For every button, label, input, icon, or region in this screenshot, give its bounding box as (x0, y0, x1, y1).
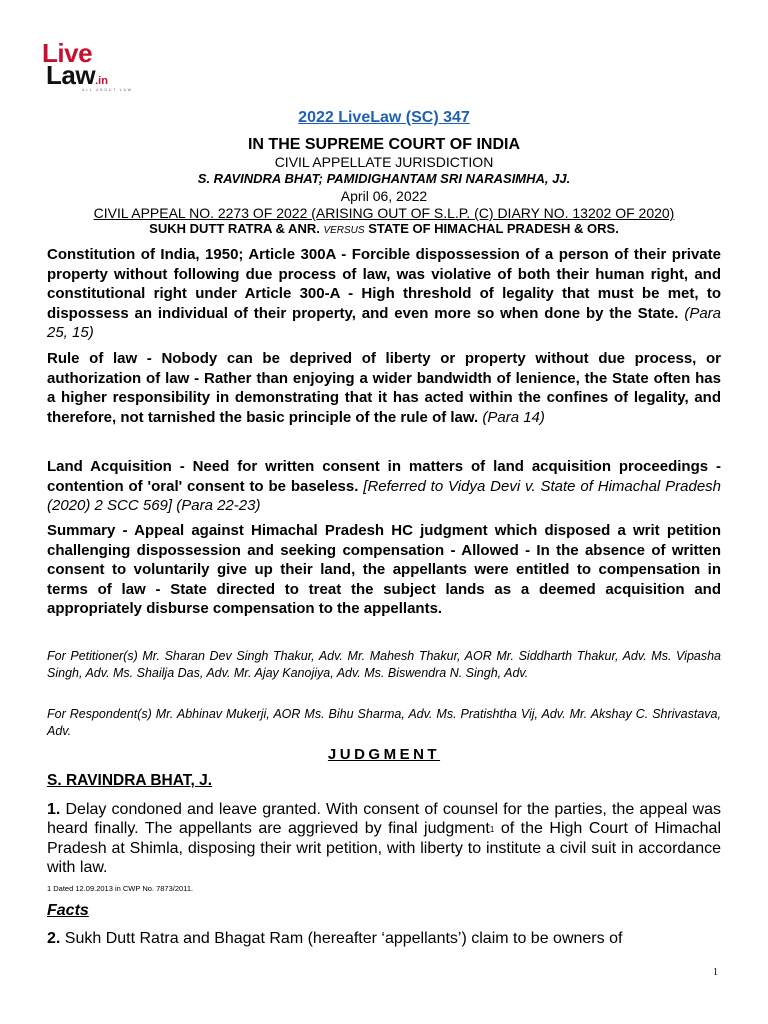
logo-line1: Live (42, 38, 93, 68)
paragraph-number: 1. (47, 801, 61, 818)
paragraph-number: 2. (47, 930, 61, 947)
headnote-1 (47, 245, 721, 343)
paragraph-2 (47, 929, 721, 948)
case-parties (0, 221, 768, 236)
headnote-ref: (Para 25, 15) (47, 304, 722, 341)
paragraph-text: Sukh Dutt Ratra and Bhagat Ram (hereafter ‘appellants’) claim to be owners of (64, 930, 623, 947)
headnote-2 (47, 349, 721, 427)
appellant-party: SUKH DUTT RATRA & ANR. (149, 221, 320, 236)
citation-link[interactable]: 2022 LiveLaw (SC) 347 (298, 109, 470, 126)
versus-label: VERSUS (323, 225, 365, 236)
footnote-marker[interactable]: 1 (489, 825, 495, 834)
judgment-date: April 06, 2022 (340, 188, 428, 204)
headnote-4 (47, 521, 721, 619)
headnote-3 (47, 457, 721, 516)
paragraph-1 (47, 800, 721, 877)
headnote-ref: [Referred to Vidya Devi v. State of Himachal Pradesh (2020) 2 SCC 569] (Para 22-23) (47, 477, 722, 514)
logo-tagline: ALL ABOUT LAW (82, 88, 133, 92)
appeal-number: CIVIL APPEAL NO. 2273 OF 2022 (ARISING OUT OF S.L.P. (C) DIARY NO. 13202 OF 2020) (93, 205, 675, 221)
respondent-counsel: For Respondent(s) Mr. Abhinav Mukerji, AOR Ms. Bihu Sharma, Adv. Ms. Pratishtha Vij, Adv. Mr. Akshay C. Shrivastava, Adv. (47, 707, 721, 738)
footnote: 1 Dated 12.09.2013 in CWP No. 7873/2011. (47, 884, 194, 893)
headnote-text: Land Acquisition - Need for written consent in matters of land acquisition proceedings - contention of 'oral' consent to be baseless. (47, 458, 721, 495)
petitioner-counsel: For Petitioner(s) Mr. Sharan Dev Singh Thakur, Adv. Mr. Mahesh Thakur, AOR Mr. Siddharth Thakur, Adv. Ms. Vipasha Singh, Adv. Ms. Shailja Das, Adv. Mr. Ajay Kanojiya, Adv. Ms. Biswendra N. Singh, Adv. (47, 649, 721, 680)
bench-judges: S. RAVINDRA BHAT; PAMIDIGHANTAM SRI NARASIMHA, JJ. (197, 171, 571, 186)
headnote-ref: (Para 14) (482, 408, 545, 426)
respondent-party: STATE OF HIMACHAL PRADESH & ORS. (368, 221, 619, 236)
logo-suffix: .in (95, 75, 108, 87)
judgment-author: S. RAVINDRA BHAT, J. (47, 772, 213, 789)
page-number: 1 (713, 967, 718, 978)
paragraph-text-cont: of the High Court of Himachal Pradesh at Shimla, disposing their writ petition, with liberty to institute a civil suit in accordance with law. (47, 820, 721, 876)
paragraph-text: Delay condoned and leave granted. With consent of counsel for the parties, the appeal was heard finally. The appellants are aggrieved by final judgment (47, 801, 721, 837)
headnote-text: Rule of law - Nobody can be deprived of liberty or property without due process, or authorization of law - Rather than enjoying a wider bandwidth of lenience, the State often has a higher responsibility in demonstrating that it has acted within the confines of legality, and therefore, not tarnished the basic principle of the rule of law. (47, 350, 721, 426)
headnote-text: Summary - Appeal against Himachal Pradesh HC judgment which disposed a writ petition challenging dispossession and seeking compensation - Allowed - In the absence of written consent to voluntarily give up their land, the appellants were entitled to compensation in terms of law - State directed to treat the subject lands as a deemed acquisition and appropriately disburse compensation to the appellants. (47, 522, 721, 617)
livelaw-logo (42, 40, 152, 90)
judgment-heading: JUDGMENT (327, 746, 441, 763)
facts-heading: Facts (47, 902, 89, 919)
court-name: IN THE SUPREME COURT OF INDIA (247, 136, 520, 153)
jurisdiction: CIVIL APPELLATE JURISDICTION (274, 154, 494, 170)
logo-word: Law (46, 60, 96, 90)
headnote-text: Constitution of India, 1950; Article 300A - Forcible dispossession of a person of their private property without following due process of law, was violative of both their human right, and constitutional right under Article 300-A - High threshold of legality that must be met, to dispossess an individual of their property, and even more so when done by the State. (47, 246, 721, 322)
